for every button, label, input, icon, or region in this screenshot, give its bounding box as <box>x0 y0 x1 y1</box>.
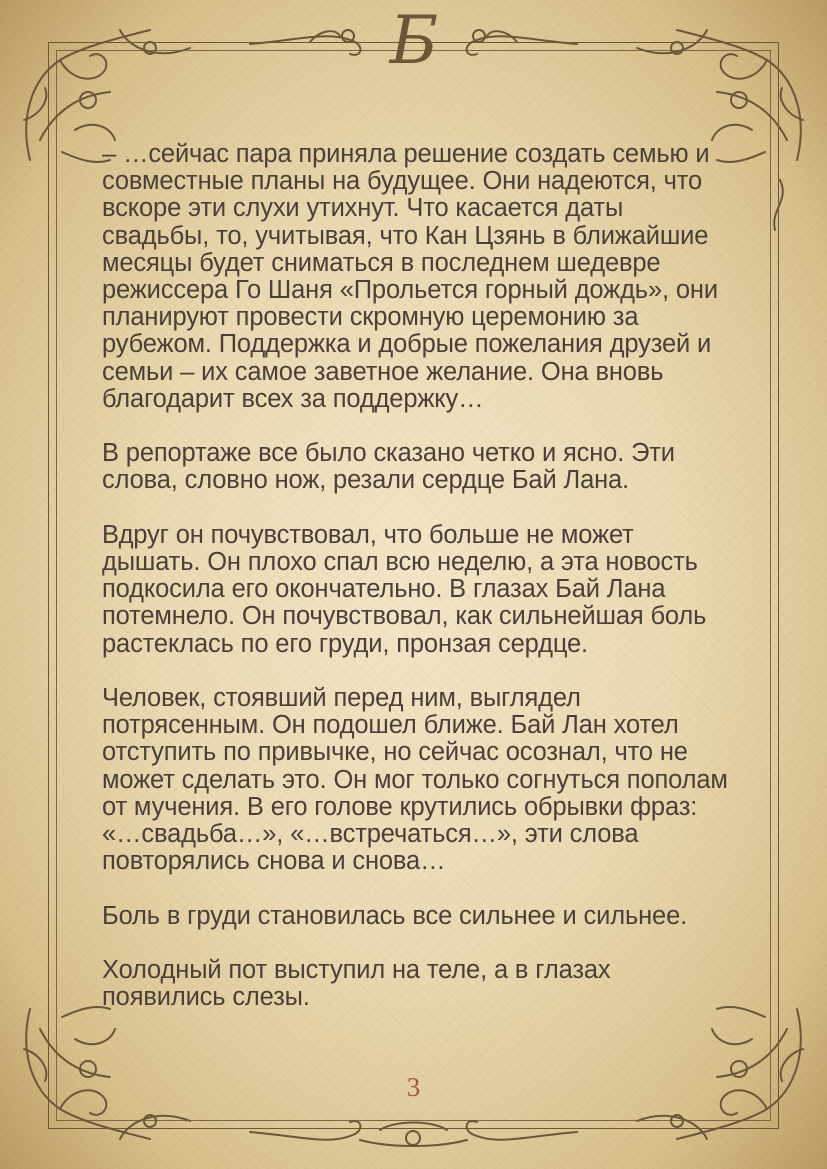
bottom-flourish-ornament <box>250 1121 577 1146</box>
paragraph: В репортаже все было сказано четко и ясно. Эти слова, словно нож, резали сердце Бай Лана. <box>102 439 675 495</box>
paragraph: Боль в груди становилась все сильнее и сильнее. <box>102 901 688 930</box>
paragraph: Человек, стоявший перед ним, выглядел потрясенным. Он подошел ближе. Бай Лан хотел отступить по привычке, но сейчас осознал, что не может сделать это. Он мог только согнуться пополам от мучения. В его голове крутились обрывки фраз: «…свадьба…», «…встречаться…», эти слова повторялись снова и снова… <box>102 684 728 876</box>
paragraph: Вдруг он почувствовал, что больше не может дышать. Он плохо спал всю неделю, а эта новость подкосила его окончательно. В глазах Бай Лана потемнело. Он почувствовал, как сильнейшая боль растеклась по его груди, пронзая сердце. <box>102 520 707 658</box>
page-number: 3 <box>406 1072 421 1102</box>
header-ornament-letter: Б <box>389 2 439 79</box>
story-text <box>102 141 732 1039</box>
paragraph: – …сейчас пара приняла решение создать семью и совместные планы на будущее. Они надеются, что вскоре эти слухи утихнут. Что касается даты свадьбы, то, учитывая, что Кан Цзянь в ближайшие месяцы будет сниматься в последнем шедевре режиссера Го Шаня «Прольется горный дождь», они планируют провести скромную церемонию за рубежом. Поддержка и добрые пожелания друзей и семьи – их самое заветное желание. Она вновь благодарит всех за поддержку… <box>102 140 718 413</box>
paragraph: Холодный пот выступил на теле, а в глазах появились слезы. <box>102 956 611 1012</box>
